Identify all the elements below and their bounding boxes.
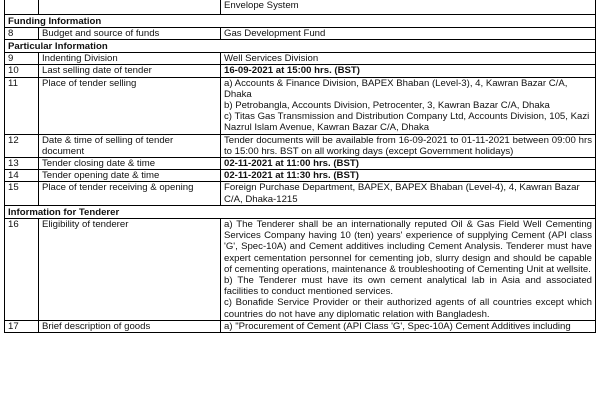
row-number: 8 — [5, 27, 39, 39]
section-title: Information for Tenderer — [5, 205, 596, 218]
row-label: Tender opening date & time — [39, 170, 221, 182]
row-value: Gas Development Fund — [221, 27, 596, 39]
row-label: Tender closing date & time — [39, 157, 221, 169]
section-title: Funding Information — [5, 14, 596, 27]
row-label: Place of tender receiving & opening — [39, 182, 221, 205]
row-label: Indenting Division — [39, 53, 221, 65]
table-row — [5, 320, 596, 332]
row-label: Budget and source of funds — [39, 27, 221, 39]
row-value: a) "Procurement of Cement (API Class 'G', Spec-10A) Cement Additives including — [221, 320, 596, 332]
row-value — [221, 77, 596, 134]
table-row — [5, 65, 596, 77]
place-option-b: b) Petrobangla, Accounts Division, Petrocenter, 3, Kawran Bazar C/A, Dhaka — [224, 99, 550, 111]
row-label: Eligibility of tenderer — [39, 218, 221, 320]
row-number: 13 — [5, 157, 39, 169]
row-value: Well Services Division — [221, 53, 596, 65]
table-row — [5, 0, 596, 14]
table-row — [5, 218, 596, 320]
row-number: 12 — [5, 134, 39, 157]
table-row — [5, 157, 596, 169]
row-number: 17 — [5, 320, 39, 332]
row-label: Place of tender selling — [39, 77, 221, 134]
section-header-particular — [5, 39, 596, 52]
row-value: 16-09-2021 at 15:00 hrs. (BST) — [221, 65, 596, 77]
table-row — [5, 182, 596, 205]
section-header-funding — [5, 14, 596, 27]
row-value: Foreign Purchase Department, BAPEX, BAPEX Bhaban (Level-4), 4, Kawran Bazar C/A, Dhaka-1215 — [221, 182, 596, 205]
section-title: Particular Information — [5, 39, 596, 52]
table-row — [5, 53, 596, 65]
row-label: Brief description of goods — [39, 320, 221, 332]
row-label: Date & time of selling of tender document — [39, 134, 221, 157]
row-number: 9 — [5, 53, 39, 65]
place-option-a: a) Accounts & Finance Division, BAPEX Bhaban (Level-3), 4, Kawran Bazar C/A, Dhaka — [224, 77, 568, 100]
row-number: 16 — [5, 218, 39, 320]
table-row — [5, 170, 596, 182]
eligibility-a: a) The Tenderer shall be an internationally reputed Oil & Gas Field Well Cementing Services Company having 10 (ten) years' experience of supplying Cement (API class 'G', Spec-10A) and Cement additives including Cement Analysis. Tenderer must have expert cementation personnel for cementing job, slurry design and should be capable of cementing operations, maintenance & troubleshooting of Cementing Unit at wellsite. — [224, 218, 592, 275]
table-row — [5, 77, 596, 134]
place-option-c: c) Titas Gas Transmission and Distribution Company Ltd, Accounts Division, 105, Kazi Nazrul Islam Avenue, Kawran Bazar C/A, Dhaka — [224, 111, 590, 134]
table-row — [5, 27, 596, 39]
row-number: 10 — [5, 65, 39, 77]
eligibility-b: b) The Tenderer must have its own cement analytical lab in Asia and associated facilities to conduct mentioned services. — [224, 274, 592, 298]
row-value — [221, 218, 596, 320]
section-header-tenderer — [5, 205, 596, 218]
row-number: 11 — [5, 77, 39, 134]
row-value: 02-11-2021 at 11:30 hrs. (BST) — [221, 170, 596, 182]
row-value: 02-11-2021 at 11:00 hrs. (BST) — [221, 157, 596, 169]
row-value: Tender documents will be available from 16-09-2021 to 01-11-2021 between 09:00 hrs to 15:00 hrs. BST on all working days (except Government holidays) — [221, 134, 596, 157]
row-label: Last selling date of tender — [39, 65, 221, 77]
table-row — [5, 134, 596, 157]
eligibility-c: c) Bonafide Service Provider or their authorized agents of all countries except which countries do not have any diplomatic relation with Bangladesh. — [224, 297, 592, 320]
row-number: 15 — [5, 182, 39, 205]
tender-info-table — [4, 0, 596, 333]
row-number: 14 — [5, 170, 39, 182]
cell-value: Envelope System — [221, 0, 596, 14]
